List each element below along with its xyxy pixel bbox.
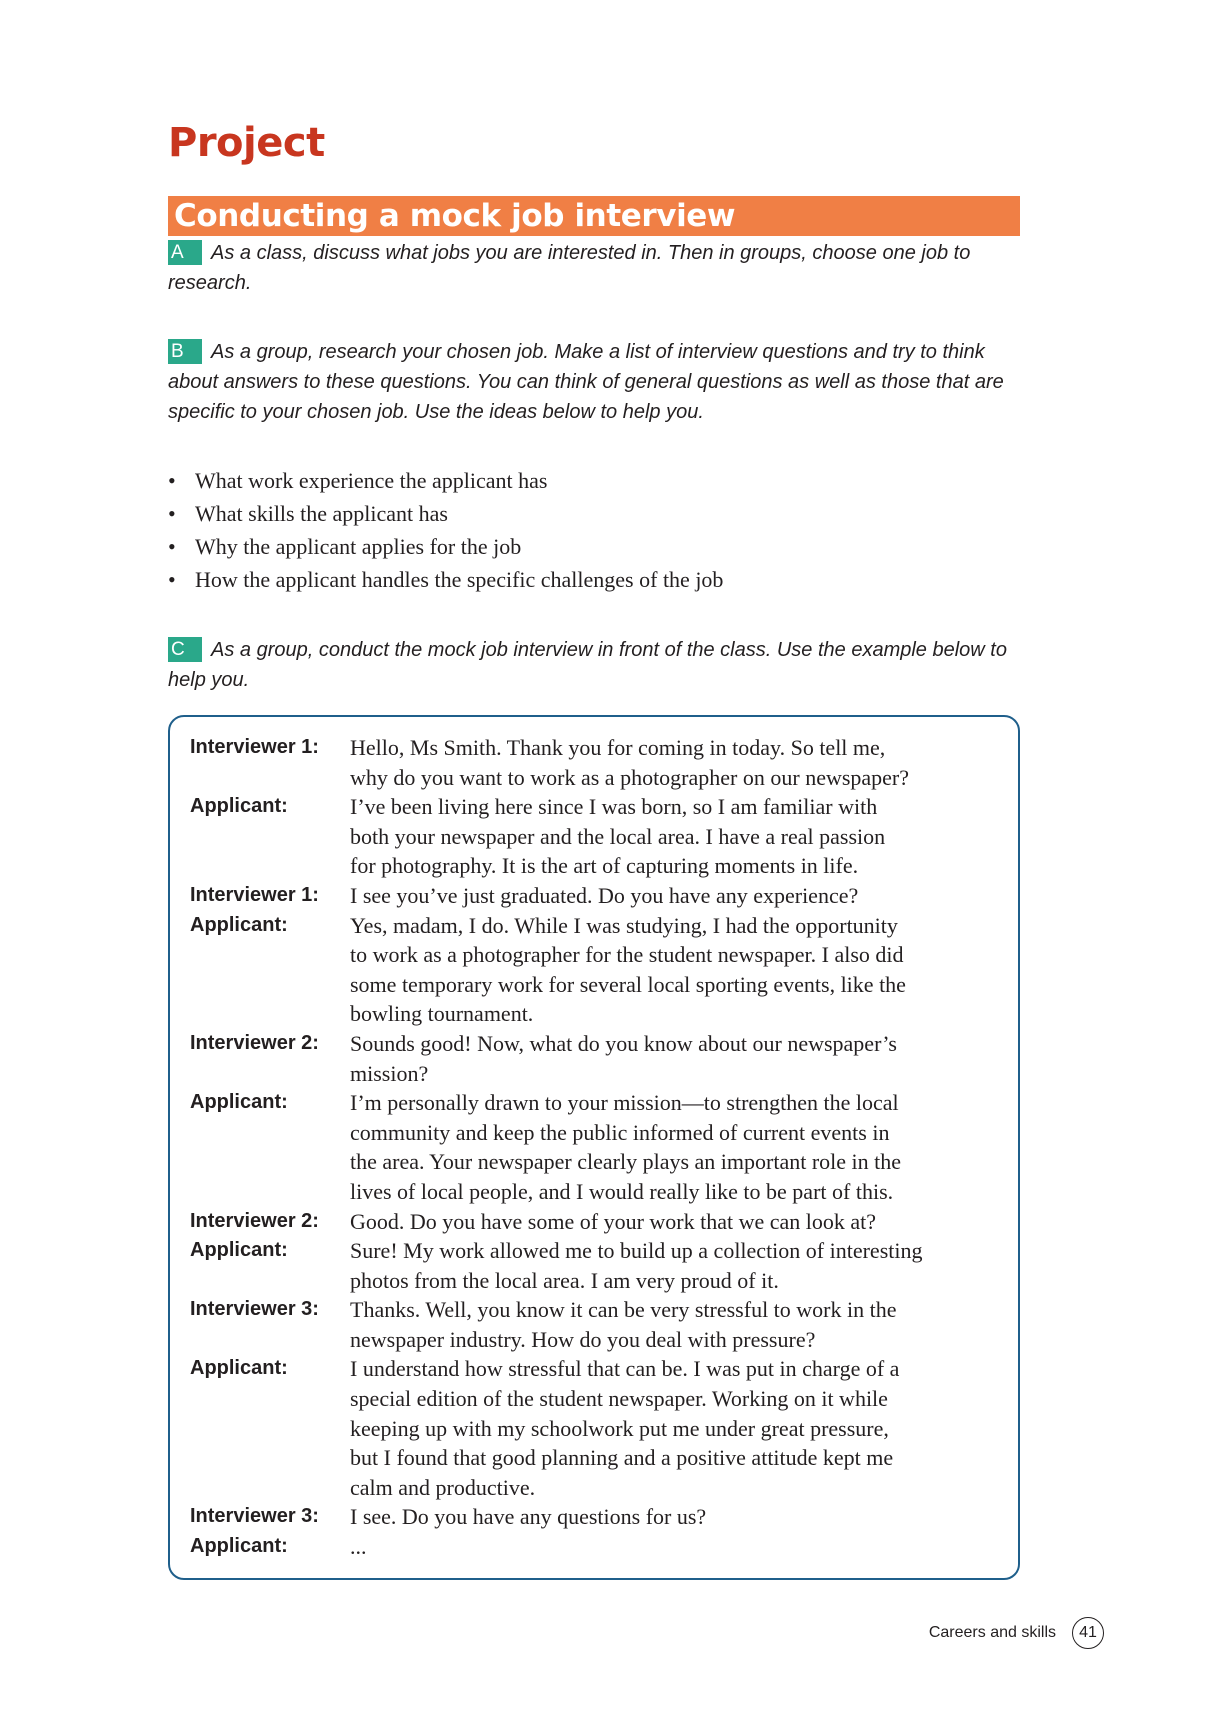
dialogue-line: I’m personally drawn to your mission—to strengthen the local <box>350 1090 899 1116</box>
speaker-label: Interviewer 3: <box>190 1505 319 1528</box>
speaker-label: Applicant: <box>190 1535 288 1558</box>
dialogue-text <box>350 733 1010 792</box>
dialogue-line: community and keep the public informed of current events in <box>350 1119 890 1145</box>
dialogue-line: for photography. It is the art of capturing moments in life. <box>350 853 859 879</box>
list-item: • How the applicant handles the specific challenges of the job <box>168 563 723 596</box>
task-label-badge: B <box>168 339 202 364</box>
dialogue-turn <box>190 733 1010 792</box>
dialogue-line: keeping up with my schoolwork put me under great pressure, <box>350 1415 889 1441</box>
dialogue-text <box>350 792 1010 881</box>
task-instruction: As a group, research your chosen job. Make a list of interview questions and try to think about answers to these questions. You can think of general questions as well as those that are specific to your chosen job. Use the ideas below to help you. <box>168 341 1004 423</box>
speaker-label: Applicant: <box>190 1357 288 1380</box>
speaker-label: Interviewer 1: <box>190 883 319 906</box>
dialogue-turn <box>190 1295 1010 1354</box>
list-item: • What skills the applicant has <box>168 497 723 530</box>
dialogue-line: I see you’ve just graduated. Do you have any experience? <box>350 882 859 908</box>
dialogue-line: some temporary work for several local sporting events, like the <box>350 971 906 997</box>
dialogue-text <box>350 1532 1010 1562</box>
dialogue-turn <box>190 881 1010 911</box>
dialogue-line: to work as a photographer for the student newspaper. I also did <box>350 942 904 968</box>
task-a <box>168 238 1028 298</box>
speaker-label: Applicant: <box>190 913 288 936</box>
dialogue-line: Good. Do you have some of your work that we can look at? <box>350 1208 877 1234</box>
task-c <box>168 635 1028 695</box>
dialogue-line: mission? <box>350 1060 429 1086</box>
idea-list <box>168 464 723 596</box>
dialogue-turn <box>190 1088 1010 1206</box>
dialogue-line: Sure! My work allowed me to build up a collection of interesting <box>350 1238 923 1264</box>
list-item: • What work experience the applicant has <box>168 464 723 497</box>
dialogue-line: calm and productive. <box>350 1474 536 1500</box>
dialogue-line: lives of local people, and I would really like to be part of this. <box>350 1178 894 1204</box>
dialogue-line: why do you want to work as a photographer on our newspaper? <box>350 764 910 790</box>
dialogue-text <box>350 1354 1010 1502</box>
list-item: • Why the applicant applies for the job <box>168 530 723 563</box>
bullet-icon: • <box>168 501 176 526</box>
section-banner: Conducting a mock job interview <box>168 196 1020 236</box>
speaker-label: Interviewer 1: <box>190 736 319 758</box>
dialogue-line: Sounds good! Now, what do you know about our newspaper’s <box>350 1030 897 1056</box>
speaker-label: Interviewer 2: <box>190 1209 319 1232</box>
dialogue-line: newspaper industry. How do you deal with pressure? <box>350 1326 816 1352</box>
page-title: Project <box>168 120 325 166</box>
dialogue-line: Yes, madam, I do. While I was studying, I had the opportunity <box>350 912 898 938</box>
page-number: 41 <box>1072 1617 1104 1649</box>
footer-section-label: Careers and skills <box>928 1624 1056 1641</box>
task-label-badge: A <box>168 240 202 265</box>
task-label-badge: C <box>168 637 202 662</box>
dialogue-turn <box>190 1029 1010 1088</box>
speaker-label: Interviewer 3: <box>190 1298 319 1321</box>
dialogue-text <box>350 1295 1010 1354</box>
dialogue-line: I’ve been living here since I was born, so I am familiar with <box>350 794 878 820</box>
dialogue-line: both your newspaper and the local area. I have a real passion <box>350 823 886 849</box>
dialogue-turn <box>190 1354 1010 1502</box>
dialogue-text <box>350 881 1010 911</box>
dialogue-turn <box>190 1502 1010 1532</box>
speaker-label: Applicant: <box>190 1239 288 1262</box>
dialogue-turn <box>190 792 1010 881</box>
task-instruction: As a group, conduct the mock job interview in front of the class. Use the example below to help you. <box>168 639 1007 691</box>
dialogue-line: Hello, Ms Smith. Thank you for coming in today. So tell me, <box>350 735 886 760</box>
dialogue-text <box>350 1207 1010 1237</box>
dialogue-text <box>350 1236 1010 1295</box>
dialogue-line: but I found that good planning and a positive attitude kept me <box>350 1445 894 1471</box>
dialogue-turn <box>190 1236 1010 1295</box>
dialogue-line: I see. Do you have any questions for us? <box>350 1504 707 1530</box>
dialogue-line: Thanks. Well, you know it can be very stressful to work in the <box>350 1297 897 1323</box>
dialogue-text <box>350 1029 1010 1088</box>
dialogue-text <box>350 1502 1010 1532</box>
dialogue-line: the area. Your newspaper clearly plays an important role in the <box>350 1149 902 1175</box>
dialogue-line: photos from the local area. I am very proud of it. <box>350 1267 779 1293</box>
bullet-icon: • <box>168 534 176 559</box>
task-b <box>168 337 1028 427</box>
task-instruction: As a class, discuss what jobs you are interested in. Then in groups, choose one job to research. <box>168 242 971 294</box>
dialogue-turn <box>190 1207 1010 1237</box>
dialogue-turn <box>190 1532 1010 1562</box>
dialogue-line: special edition of the student newspaper. Working on it while <box>350 1386 888 1412</box>
speaker-label: Applicant: <box>190 795 288 818</box>
dialogue-text <box>350 911 1010 1029</box>
dialogue-line: bowling tournament. <box>350 1001 534 1027</box>
dialogue-line: I understand how stressful that can be. I was put in charge of a <box>350 1356 900 1382</box>
dialogue <box>190 733 1010 1562</box>
dialogue-turn <box>190 911 1010 1029</box>
dialogue-line: ... <box>350 1534 367 1560</box>
speaker-label: Applicant: <box>190 1091 288 1114</box>
dialogue-text <box>350 1088 1010 1206</box>
bullet-icon: • <box>168 567 176 592</box>
bullet-icon: • <box>168 468 176 493</box>
speaker-label: Interviewer 2: <box>190 1031 319 1054</box>
